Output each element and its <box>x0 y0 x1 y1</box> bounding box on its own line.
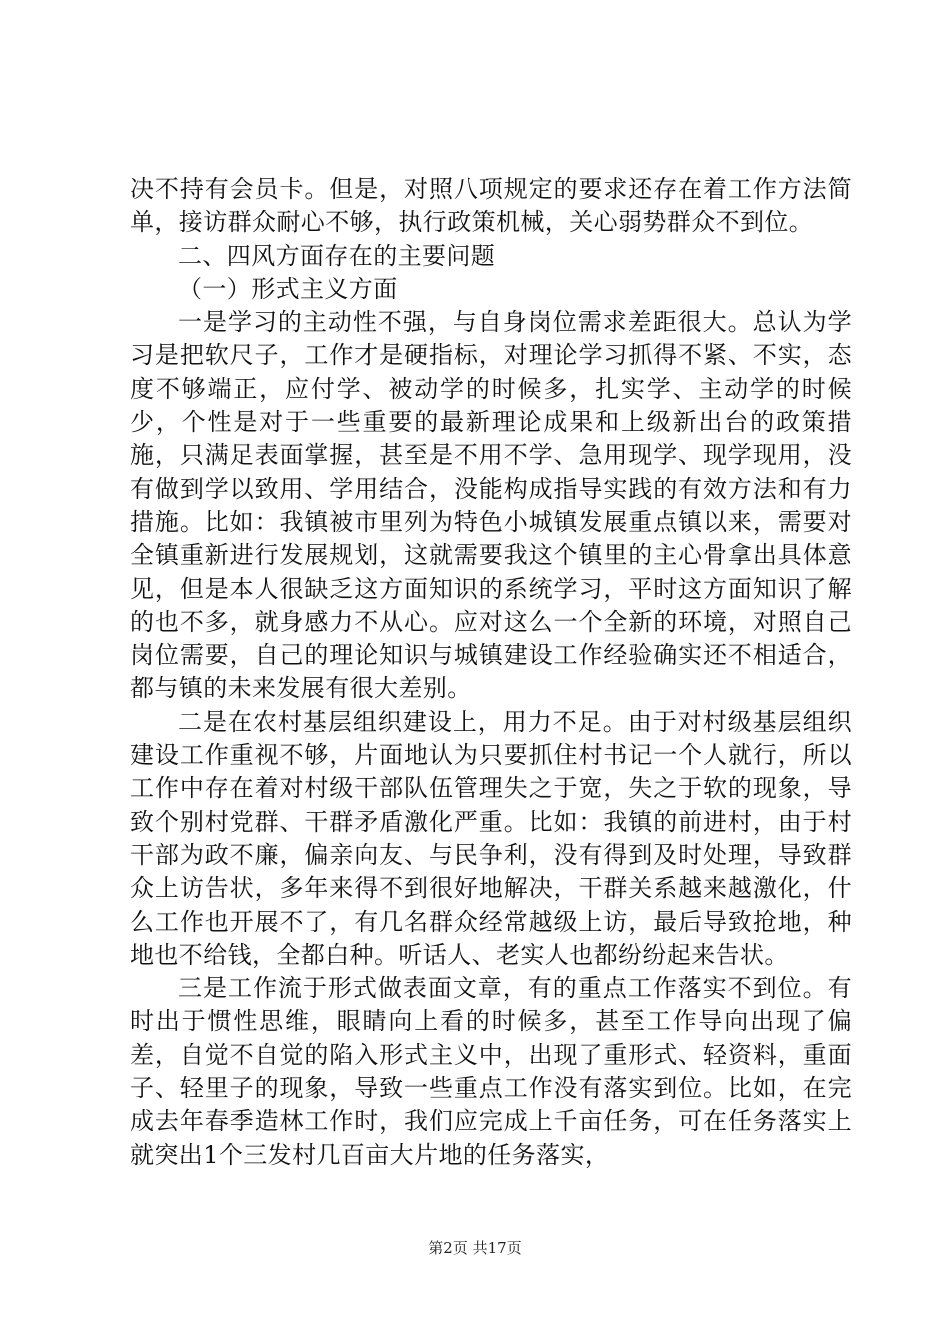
paragraph-continuation: 决不持有会员卡。但是，对照八项规定的要求还存在着工作方法简单，接访群众耐心不够，执行政策机械，关心弱势群众不到位。 <box>130 175 852 237</box>
document-body <box>130 173 852 1172</box>
page-footer: 第2页 共17页 <box>428 1239 522 1257</box>
section-heading: 二、四风方面存在的主要问题 <box>178 241 496 270</box>
subsection-heading: （一）形式主义方面 <box>178 274 398 303</box>
paragraph-point-three: 三是工作流于形式做表面文章，有的重点工作落实不到位。有时出于惯性思维，眼睛向上看的时候多，甚至工作导向出现了偏差，自觉不自觉的陷入形式主义中，出现了重形式、轻资料，重面子、轻里子的现象，导致一些重点工作没有落实到位。比如，在完成去年春季造林工作时，我们应完成上千亩任务，可在任务落实上就突出1个三发村几百亩大片地的任务落实， <box>130 974 852 1169</box>
paragraph-point-two: 二是在农村基层组织建设上，用力不足。由于对村级基层组织建设工作重视不够，片面地认为只要抓住村书记一个人就行，所以工作中存在着对村级干部队伍管理失之于宽，失之于软的现象，导致个别村党群、干群矛盾激化严重。比如：我镇的前进村，由于村干部为政不廉，偏亲向友、与民争利，没有得到及时处理，导致群众上访告状，多年来得不到很好地解决，干群关系越来越激化，什么工作也开展不了，有几名群众经常越级上访，最后导致抢地，种地也不给钱，全都白种。听话人、老实人也都纷纷起来告状。 <box>130 707 852 969</box>
paragraph-point-one: 一是学习的主动性不强，与自身岗位需求差距很大。总认为学习是把软尺子，工作才是硬指标，对理论学习抓得不紧、不实，态度不够端正，应付学、被动学的时候多，扎实学、主动学的时候少，个性是对于一些重要的最新理论成果和上级新出台的政策措施，只满足表面掌握，甚至是不用不学、急用现学、现学现用，没有做到学以致用、学用结合，没能构成指导实践的有效方法和有力措施。比如：我镇被市里列为特色小城镇发展重点镇以来，需要对全镇重新进行发展规划，这就需要我这个镇里的主心骨拿出具体意见，但是本人很缺乏这方面知识的系统学习，平时这方面知识了解的也不多，就身感力不从心。应对这么一个全新的环境，对照自己岗位需要，自己的理论知识与城镇建设工作经验确实还不相适合，都与镇的未来发展有很大差别。 <box>130 308 852 703</box>
